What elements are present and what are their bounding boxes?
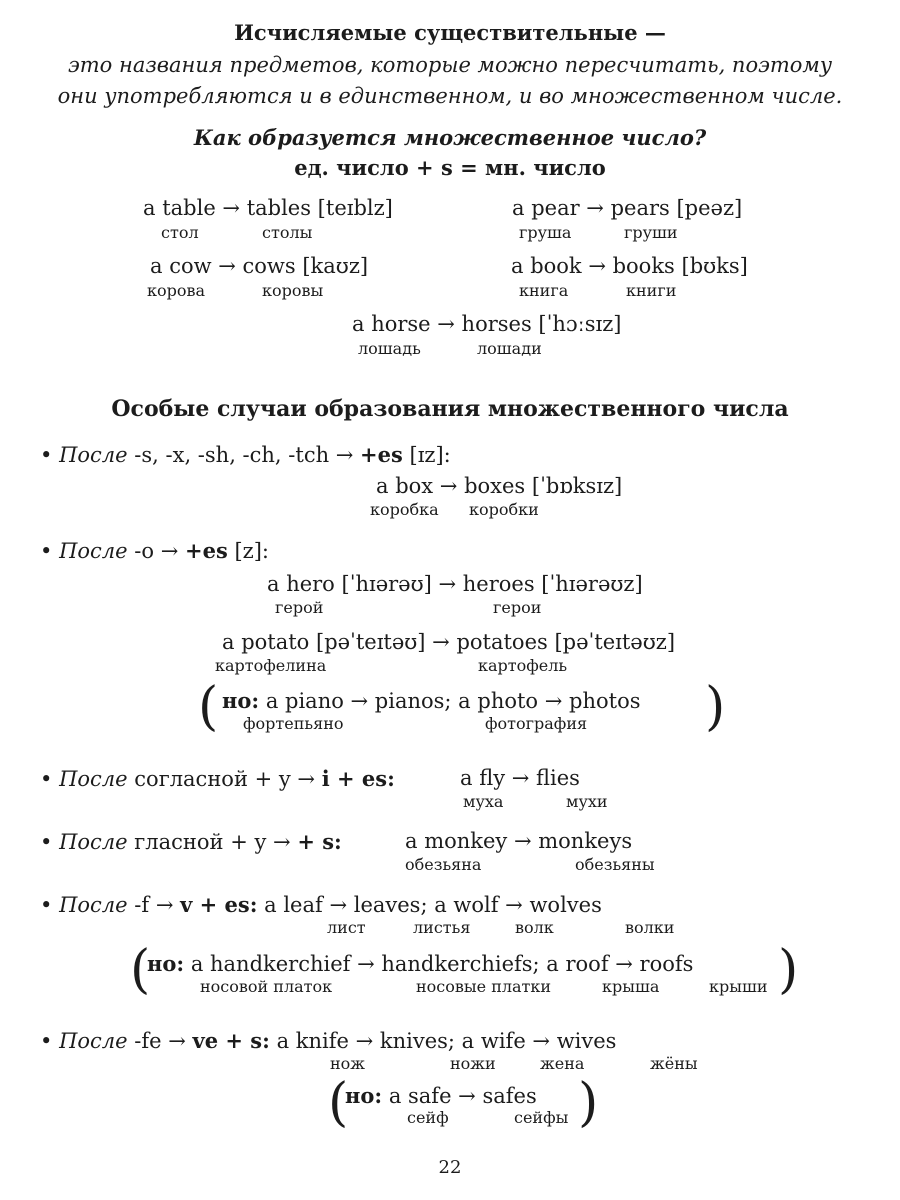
example-table-ru-pl: столы <box>262 223 313 242</box>
example-table-ru-sg: стол <box>161 223 199 242</box>
rule-o-example-potato: a potato [pəˈteɪtəʊ] → potatoes [pəˈteɪtəʊz] <box>222 630 676 654</box>
page-number: 22 <box>438 1157 462 1178</box>
left-parenthesis: ( <box>130 940 151 1000</box>
rule-cons-y-prefix: После <box>59 767 128 791</box>
bullet-symbol: • <box>40 830 53 854</box>
rule-fe-exc-ru-2: сейфы <box>514 1108 569 1127</box>
rule-f-exc-ru-2: носовые платки <box>416 977 552 996</box>
rule-s-example: a box → boxes [ˈbɒksɪz] <box>376 474 623 498</box>
rule-vowel-y-ru-sg: обезьяна <box>405 855 482 874</box>
rule-f-exc-ru-4: крыши <box>709 977 768 996</box>
rule-cons-y-ending: i + es: <box>321 766 395 791</box>
rule-f-ru-1: лист <box>327 918 366 937</box>
rule-fe-ending: ve + s: <box>192 1028 270 1053</box>
exception-label: но: <box>222 688 260 713</box>
rule-vowel-y-example: a monkey → monkeys <box>405 829 633 853</box>
bullet-vowel-y <box>40 829 342 854</box>
example-table: a table → tables [teɪblz] <box>143 196 393 220</box>
right-parenthesis: ) <box>778 940 799 1000</box>
rule-o-potato-ru-pl: картофель <box>478 656 568 675</box>
rule-s-ru-sg: коробка <box>370 500 439 519</box>
example-book-ru-sg: книга <box>519 281 569 300</box>
bullet-symbol: • <box>40 539 53 563</box>
rule-f-ru-2: листья <box>413 918 471 937</box>
question-heading: Как образуется множественное число? <box>193 125 707 150</box>
rule-fe-example: a knife → knives; a wife → wives <box>269 1029 617 1053</box>
bullet-symbol: • <box>40 1029 53 1053</box>
example-cow-ru-sg: корова <box>147 281 206 300</box>
rule-cons-y-text: согласной + y → <box>127 767 322 791</box>
bullet-fe <box>40 1028 616 1053</box>
example-horse-ru-pl: лошади <box>477 339 542 358</box>
rule-fe-ru-4: жёны <box>650 1054 698 1073</box>
rule-f-exc-ru-1: носовой платок <box>200 977 333 996</box>
example-cow: a cow → cows [kaʊz] <box>150 254 369 278</box>
rule-o-hero-ru-sg: герой <box>275 598 324 617</box>
bullet-o <box>40 538 269 563</box>
special-cases-title: Особые случаи образования множественного числа <box>111 396 789 422</box>
left-parenthesis: ( <box>198 677 219 737</box>
exception-label: но: <box>147 951 185 976</box>
bullet-symbol: • <box>40 767 53 791</box>
rule-o-prefix: После <box>59 539 128 563</box>
right-parenthesis: ) <box>705 677 726 737</box>
rule-s-ending: +es <box>360 442 403 467</box>
rule-fe-ru-1: нож <box>330 1054 366 1073</box>
rule-f-ending: v + es: <box>180 892 258 917</box>
rule-vowel-y-ru-pl: обезьяны <box>575 855 655 874</box>
rule-cons-y-ru-pl: мухи <box>566 792 608 811</box>
rule-o-exc-ru-2: фотография <box>485 714 588 733</box>
rule-cons-y-ru-sg: муха <box>463 792 504 811</box>
rule-o-exc-ru-1: фортепьяно <box>243 714 344 733</box>
rule-vowel-y-text: гласной + y → <box>127 830 298 854</box>
rule-o-exception-text: a piano → pianos; a photo → photos <box>259 689 641 713</box>
plural-rule: ед. число + s = мн. число <box>294 155 606 180</box>
rule-o-text: -o → <box>127 539 185 563</box>
example-pear: a pear → pears [peəz] <box>512 196 743 220</box>
rule-f-prefix: После <box>59 893 128 917</box>
rule-f-exception-text: a handkerchief → handkerchiefs; a roof → roofs <box>184 952 694 976</box>
bullet-consonant-y <box>40 766 395 791</box>
rule-o-hero-ru-pl: герои <box>493 598 542 617</box>
rule-f-exception <box>147 951 693 976</box>
rule-s-text: -s, -x, -sh, -ch, -tch → <box>127 443 361 467</box>
rule-s-ru-pl: коробки <box>469 500 539 519</box>
example-book-ru-pl: книги <box>626 281 677 300</box>
rule-o-potato-ru-sg: картофелина <box>215 656 327 675</box>
rule-cons-y-example: a fly → flies <box>460 766 580 790</box>
rule-fe-exception-text: a safe → safes <box>382 1084 537 1108</box>
example-book: a book → books [bʊks] <box>511 254 748 278</box>
rule-o-example-hero: a hero [ˈhɪərəʊ] → heroes [ˈhɪərəʊz] <box>267 572 643 596</box>
rule-o-ending: +es <box>184 538 228 563</box>
left-parenthesis: ( <box>328 1073 349 1133</box>
rule-f-text: -f → <box>127 893 181 917</box>
rule-vowel-y-ending: + s: <box>297 829 342 854</box>
bullet-s <box>40 442 451 467</box>
definition-line-2: они употребляются и в единственном, и во множественном числе. <box>57 84 843 108</box>
rule-fe-prefix: После <box>59 1029 128 1053</box>
example-horse: a horse → horses [ˈhɔːsɪz] <box>352 312 622 336</box>
bullet-symbol: • <box>40 443 53 467</box>
rule-fe-exc-ru-1: сейф <box>407 1108 449 1127</box>
bullet-symbol: • <box>40 893 53 917</box>
definition-line-1: это названия предметов, которые можно пересчитать, поэтому <box>68 53 832 77</box>
rule-f-exc-ru-3: крыша <box>602 977 660 996</box>
exception-label: но: <box>345 1083 383 1108</box>
rule-f-example: a leaf → leaves; a wolf → wolves <box>257 893 602 917</box>
rule-o-tail: [z]: <box>227 539 269 563</box>
rule-s-prefix: После <box>59 443 128 467</box>
rule-o-exception <box>222 688 640 713</box>
rule-fe-ru-3: жена <box>540 1054 585 1073</box>
bullet-f <box>40 892 602 917</box>
rule-fe-exception <box>345 1083 537 1108</box>
example-cow-ru-pl: коровы <box>262 281 324 300</box>
rule-vowel-y-prefix: После <box>59 830 128 854</box>
rule-f-ru-3: волк <box>515 918 554 937</box>
rule-fe-ru-2: ножи <box>450 1054 496 1073</box>
example-pear-ru-pl: груши <box>624 223 678 242</box>
rule-fe-text: -fe → <box>127 1029 193 1053</box>
right-parenthesis: ) <box>578 1073 599 1133</box>
example-horse-ru-sg: лошадь <box>358 339 421 358</box>
rule-s-tail: [ɪz]: <box>402 443 451 467</box>
page-title: Исчисляемые существительные — <box>234 20 666 45</box>
example-pear-ru-sg: груша <box>519 223 572 242</box>
rule-f-ru-4: волки <box>625 918 675 937</box>
